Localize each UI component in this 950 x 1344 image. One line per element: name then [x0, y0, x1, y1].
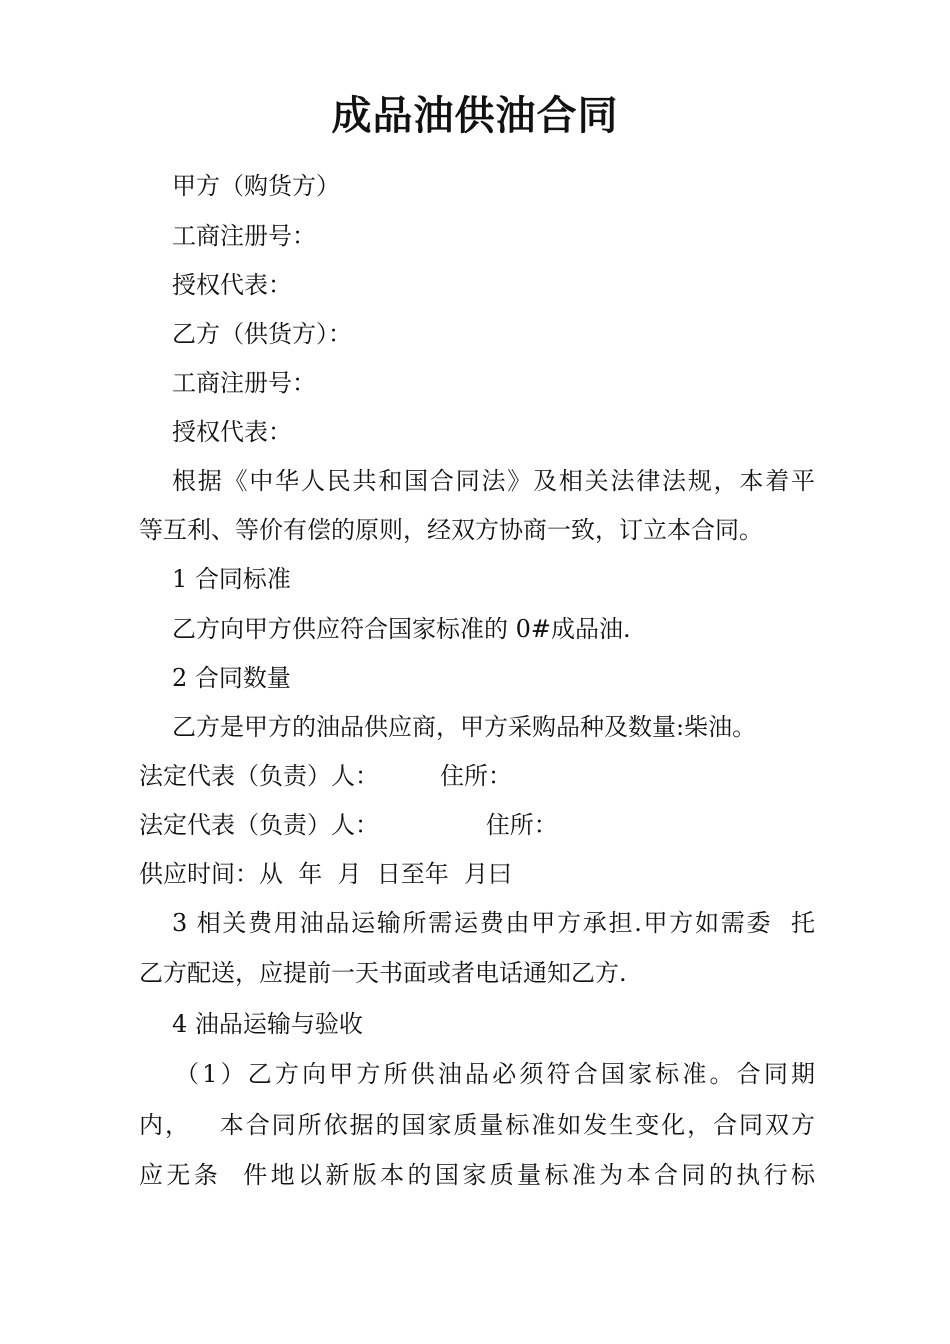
supply-period-line: 供应时间：从 年 月 日至年 月曰	[139, 860, 513, 888]
party-b-label: 乙方（供货方）：	[172, 320, 352, 348]
preamble-line-2: 等互利、等价有偿的原则，经双方协商一致，订立本合同。	[139, 516, 763, 544]
party-a-registration-label: 工商注册号：	[172, 222, 316, 250]
document-title: 成品油供油合同	[331, 93, 619, 139]
legal-representative-line-2: 法定代表（负责）人： 住所：	[139, 811, 558, 839]
preamble-line-1: 根据《中华人民共和国合同法》及相关法律法规，本着平	[172, 467, 815, 495]
section-3-line-1: 3 相关费用油品运输所需运费由甲方承担.甲方如需委 托	[172, 909, 815, 937]
section-4-clause-1-line-3: 应无条 件地以新版本的国家质量标准为本合同的执行标	[139, 1161, 815, 1189]
section-3-line-2: 乙方配送，应提前一天书面或者电话通知乙方.	[139, 959, 627, 987]
section-1-heading: 1 合同标准	[172, 565, 291, 593]
party-b-representative-label: 授权代表：	[172, 418, 292, 446]
party-a-representative-label: 授权代表：	[172, 271, 292, 299]
section-2-heading: 2 合同数量	[172, 664, 291, 692]
section-4-heading: 4 油品运输与验收	[172, 1010, 363, 1038]
party-b-registration-label: 工商注册号：	[172, 369, 316, 397]
section-1-text: 乙方向甲方供应符合国家标准的 0#成品油.	[172, 615, 631, 643]
legal-representative-line-1: 法定代表（负责）人： 住所：	[139, 762, 513, 790]
section-4-clause-1-line-1: （1）乙方向甲方所供油品必须符合国家标准。合同期	[175, 1060, 815, 1088]
party-a-label: 甲方（购货方）	[172, 172, 340, 200]
section-4-clause-1-line-2: 内， 本合同所依据的国家质量标准如发生变化，合同双方	[139, 1111, 815, 1139]
section-2-text: 乙方是甲方的油品供应商，甲方采购品种及数量:柴油。	[172, 713, 757, 741]
